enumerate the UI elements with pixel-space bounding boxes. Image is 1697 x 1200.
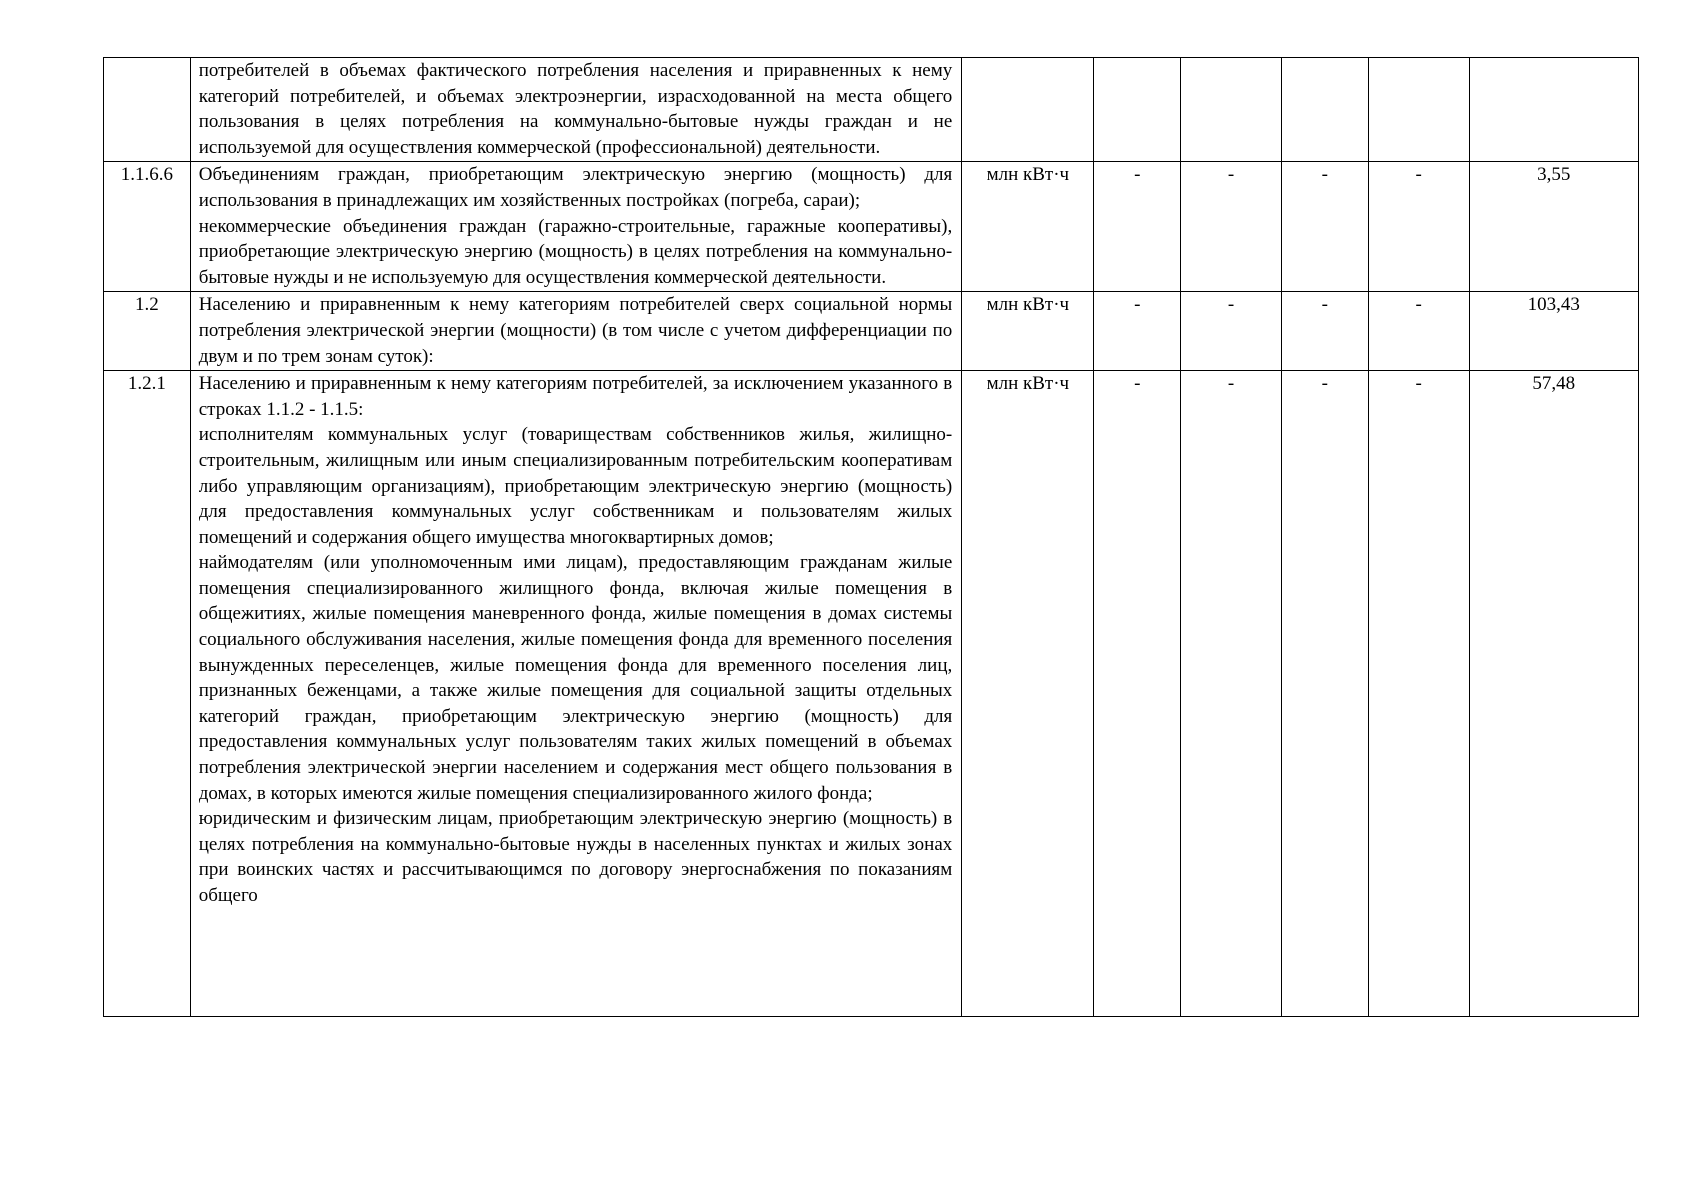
row-number-cell bbox=[104, 58, 191, 162]
table-row bbox=[104, 292, 1639, 371]
description-paragraph: исполнителям коммунальных услуг (товариществам собственников жилья, жилищно-строительным, жилищным или иным специализированным потребительским кооперативам либо управляющим организациям), приобретающим электрическую энергию (мощность) для предоставления коммунальных услуг собственникам и пользователям жилых помещений и содержания общего имущества многоквартирных домов; bbox=[198, 424, 953, 548]
description-paragraph: некоммерческие объединения граждан (гаражно-строительные, гаражные кооперативы), приобретающие электрическую энергию (мощность) в целях потребления на коммунально-бытовые нужды и не используемую для осуществления коммерческой деятельности. bbox=[198, 215, 953, 288]
table-row bbox=[104, 162, 1639, 292]
value-cell-5: 3,55 bbox=[1469, 162, 1638, 292]
value-cell-4: - bbox=[1368, 371, 1469, 1017]
value-cell-2: - bbox=[1181, 162, 1282, 292]
row-description-cell bbox=[190, 58, 962, 162]
description-clip bbox=[199, 371, 953, 1015]
table-row bbox=[104, 58, 1639, 162]
value-cell-3: - bbox=[1281, 371, 1368, 1017]
value-cell-2: - bbox=[1181, 371, 1282, 1017]
description-paragraph: Населению и приравненным к нему категориям потребителей, за исключением указанного в строках 1.1.2 - 1.1.5: bbox=[198, 373, 953, 420]
row-number-cell: 1.2 bbox=[104, 292, 191, 371]
row-description-cell bbox=[190, 162, 962, 292]
value-cell-3: - bbox=[1281, 292, 1368, 371]
description-paragraph: юридическим и физическим лицам, приобретающим электрическую энергию (мощность) в целях потребления на коммунально-бытовые нужды в населенных пунктах и жилых зонах при воинских частях и рассчитывающимся по договору энергоснабжения по показаниям общего bbox=[198, 808, 953, 906]
description-paragraph: наймодателям (или уполномоченным ими лицам), предоставляющим гражданам жилые помещения специализированного жилищного фонда, включая жилые помещения в общежитиях, жилые помещения маневренного фонда, жилые помещения в домах системы социального обслуживания населения, жилые помещения фонда для временного поселения вынужденных переселенцев, жилые помещения фонда для временного поселения лиц, признанных беженцами, а также жилые помещения для социальной защиты отдельных категорий граждан, приобретающим электрическую энергию (мощность) для предоставления коммунальных услуг пользователям таких жилых помещений в объемах потребления электрической энергии населением и содержания мест общего пользования в домах, в которых имеются жилые помещения специализированного жилого фонда; bbox=[198, 552, 953, 804]
row-description-cell bbox=[190, 292, 962, 371]
value-cell-5 bbox=[1469, 58, 1638, 162]
value-cell-1: - bbox=[1094, 371, 1181, 1017]
row-number-cell: 1.1.6.6 bbox=[104, 162, 191, 292]
value-cell-1 bbox=[1094, 58, 1181, 162]
value-cell-4: - bbox=[1368, 292, 1469, 371]
unit-cell: млн кВт·ч bbox=[962, 162, 1094, 292]
value-cell-2: - bbox=[1181, 292, 1282, 371]
value-cell-3 bbox=[1281, 58, 1368, 162]
value-cell-4: - bbox=[1368, 162, 1469, 292]
value-cell-3: - bbox=[1281, 162, 1368, 292]
value-cell-1: - bbox=[1094, 292, 1181, 371]
description-paragraph: потребителей в объемах фактического потребления населения и приравненных к нему категорий потребителей, и объемах электроэнергии, израсходованной на места общего пользования в целях потребления на коммунально-бытовые нужды граждан и не используемой для осуществления коммерческой (профессиональной) деятельности. bbox=[198, 60, 953, 158]
unit-cell: млн кВт·ч bbox=[962, 292, 1094, 371]
description-paragraph: Населению и приравненным к нему категориям потребителей сверх социальной нормы потребления электрической энергии (мощности) (в том числе с учетом дифференциации по двум и по трем зонам суток): bbox=[198, 294, 953, 367]
tariff-table bbox=[103, 57, 1639, 1017]
unit-cell: млн кВт·ч bbox=[962, 371, 1094, 1017]
table-row bbox=[104, 371, 1639, 1017]
row-number-cell: 1.2.1 bbox=[104, 371, 191, 1017]
value-cell-2 bbox=[1181, 58, 1282, 162]
value-cell-5: 103,43 bbox=[1469, 292, 1638, 371]
row-description-cell bbox=[190, 371, 962, 1017]
description-paragraph: Объединениям граждан, приобретающим электрическую энергию (мощность) для использования в принадлежащих им хозяйственных постройках (погреба, сараи); bbox=[198, 164, 953, 211]
unit-cell bbox=[962, 58, 1094, 162]
value-cell-4 bbox=[1368, 58, 1469, 162]
value-cell-1: - bbox=[1094, 162, 1181, 292]
value-cell-5: 57,48 bbox=[1469, 371, 1638, 1017]
